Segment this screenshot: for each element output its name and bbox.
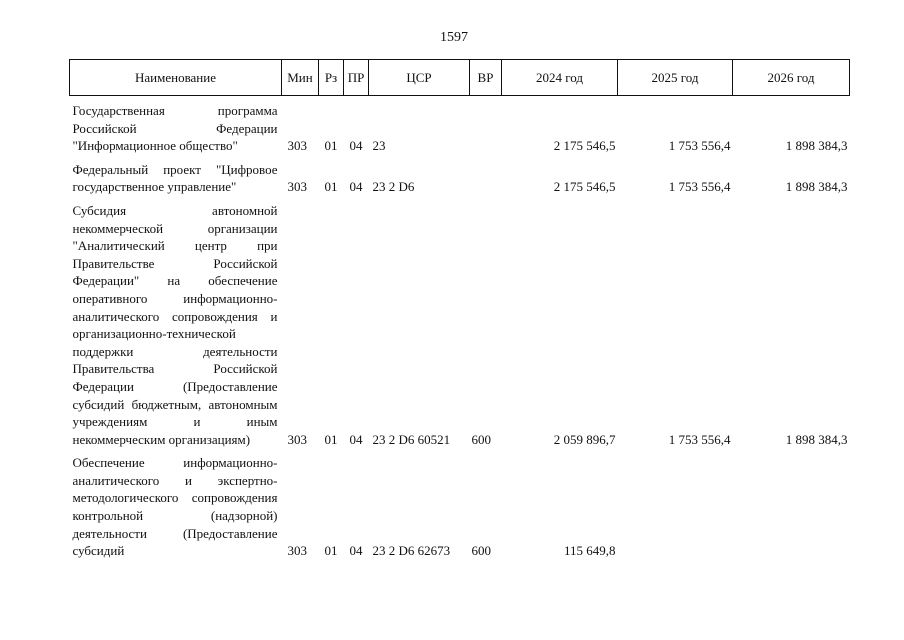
- header-2025: 2025 год: [618, 60, 733, 96]
- table-header: [70, 60, 850, 96]
- row-pr: 04: [349, 138, 363, 154]
- header-csr: ЦСР: [369, 60, 470, 96]
- row-csr: 23 2 D6 62673: [372, 543, 451, 559]
- header-2024: 2024 год: [502, 60, 618, 96]
- row-rz: 01: [324, 138, 338, 154]
- row-2024: 2 175 546,5: [553, 179, 616, 195]
- row-2026: [733, 448, 850, 560]
- row-2025: 1 753 556,4: [668, 179, 731, 195]
- row-csr: 23: [372, 138, 386, 154]
- row-2025: [618, 448, 733, 560]
- header-2026: 2026 год: [733, 60, 850, 96]
- row-csr: 23 2 D6: [372, 179, 415, 195]
- budget-table: [69, 59, 850, 560]
- row-min: 303: [287, 179, 307, 195]
- table-row: [70, 448, 850, 560]
- row-min: 303: [287, 138, 307, 154]
- row-pr: 04: [349, 431, 363, 447]
- row-name: Субсидия автономной некоммерческой организации "Аналитический центр при Правительстве Российской Федерации" на обеспечение оперативного информационно-аналитического сопровождения и организационно-технической поддержки деятельности Правительства Российской Федерации (Предоставление субсидий бюджетным, автономным учреждениям и иным некоммерческим организациям): [72, 202, 278, 447]
- row-min: 303: [287, 543, 307, 559]
- row-rz: 01: [324, 543, 338, 559]
- row-vr: 600: [471, 543, 491, 559]
- table-row: [70, 155, 850, 196]
- table-row: [70, 96, 850, 155]
- row-pr: 04: [349, 179, 363, 195]
- row-2026: 1 898 384,3: [785, 179, 848, 195]
- header-name: Наименование: [70, 60, 282, 96]
- row-2024: 2 059 896,7: [553, 431, 616, 447]
- row-vr: 600: [471, 431, 491, 447]
- row-2025: 1 753 556,4: [668, 431, 731, 447]
- row-2026: 1 898 384,3: [785, 431, 848, 447]
- header-vr: ВР: [470, 60, 502, 96]
- row-2024: 115 649,8: [563, 543, 616, 559]
- table-body: [70, 96, 850, 560]
- row-name: Государственная программа Российской Федерации "Информационное общество": [72, 103, 278, 154]
- header-min: Мин: [282, 60, 319, 96]
- row-min: 303: [287, 431, 307, 447]
- row-csr: 23 2 D6 60521: [372, 431, 451, 447]
- row-pr: 04: [349, 543, 363, 559]
- row-2026: 1 898 384,3: [785, 138, 848, 154]
- row-name: Обеспечение информационно-аналитического и экспертно-методологического сопровождения контрольной (надзорной) деятельности (Предоставление субсидий: [72, 455, 278, 559]
- page-number: 1597: [440, 30, 468, 45]
- row-rz: 01: [324, 431, 338, 447]
- row-vr: [470, 96, 502, 155]
- header-rz: Рз: [319, 60, 344, 96]
- table-row: [70, 196, 850, 448]
- row-vr: [470, 155, 502, 196]
- row-2025: 1 753 556,4: [668, 138, 731, 154]
- row-2024: 2 175 546,5: [553, 138, 616, 154]
- header-pr: ПР: [344, 60, 369, 96]
- row-rz: 01: [324, 179, 338, 195]
- row-name: Федеральный проект "Цифровое государственное управление": [72, 161, 278, 195]
